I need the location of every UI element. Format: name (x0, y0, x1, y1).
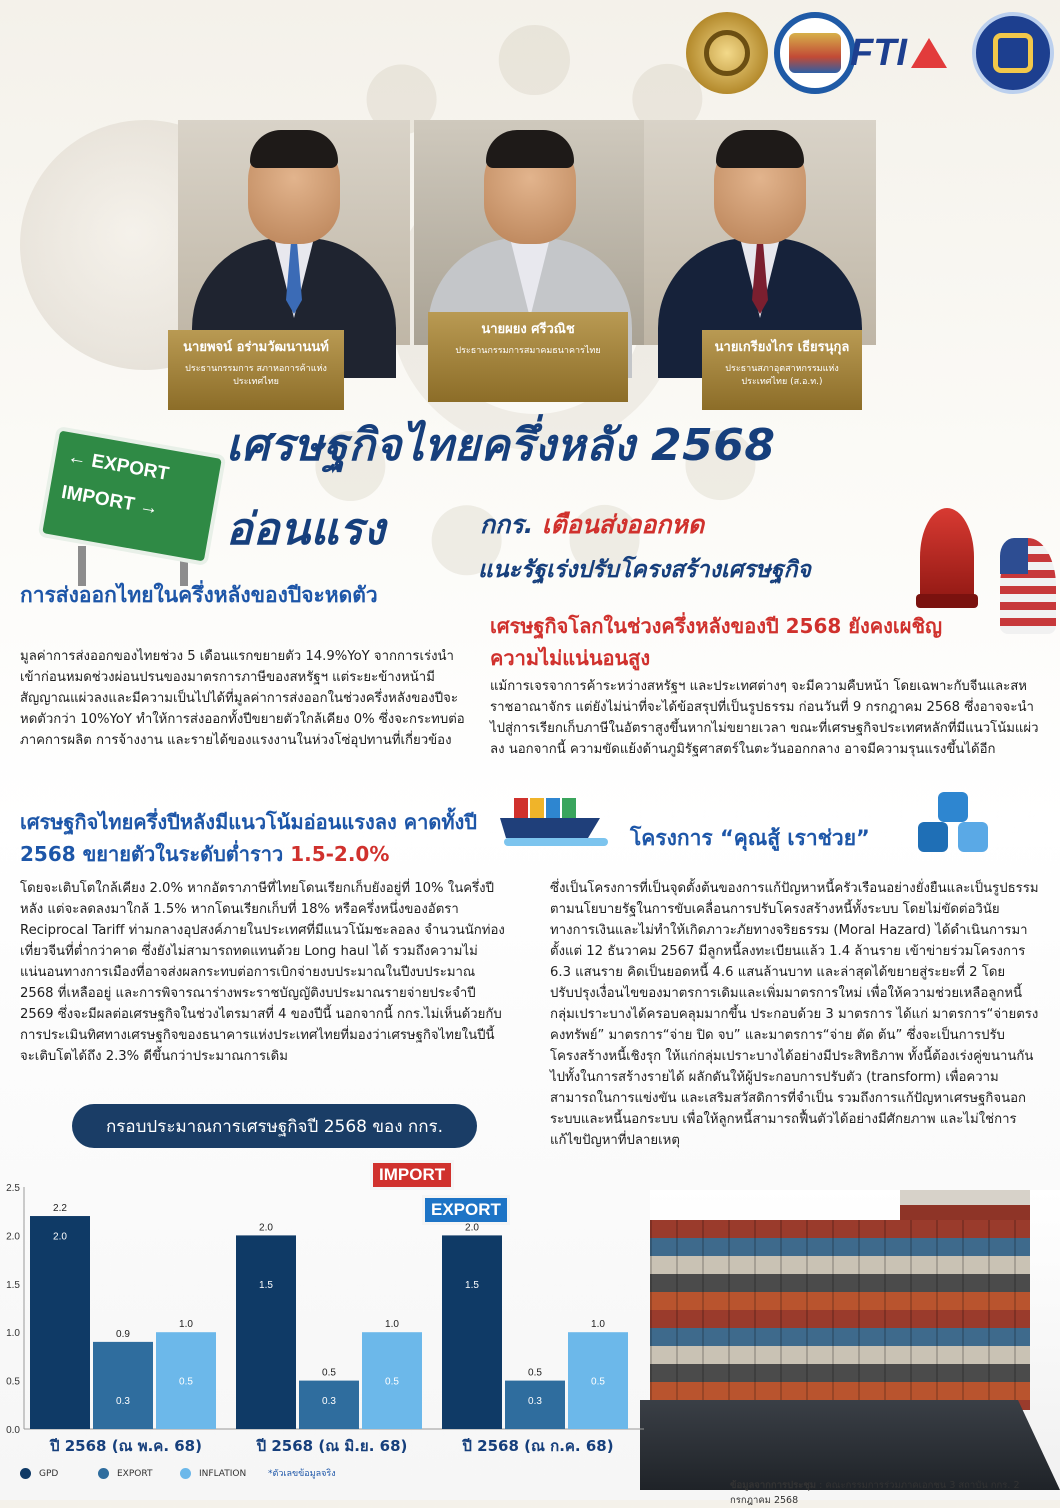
sub-headline-org: กกร. (480, 510, 542, 539)
bar-value-label: 0.5 (528, 1367, 542, 1379)
bar-inner-value-label: 0.3 (528, 1395, 542, 1407)
bar-inner-value-label: 0.3 (116, 1395, 130, 1407)
bar (442, 1235, 502, 1429)
sub-headline-2: แนะรัฐเร่งปรับโครงสร้างเศรษฐกิจ (478, 557, 811, 583)
forecast-bar-chart (0, 1175, 650, 1495)
source-text: : คณะกรรมการร่วมภาคเอกชน 3 สถาบัน กกร. 2 กรกฎาคม 2568 (730, 1480, 1020, 1506)
fti-logo: FTI (850, 28, 960, 78)
growth-range: 1.5-2.0% (290, 842, 390, 866)
bar-value-label: 2.0 (259, 1222, 273, 1234)
bar (93, 1342, 153, 1429)
legend-swatch-gdp (20, 1468, 31, 1479)
bar-value-label: 2.2 (53, 1203, 67, 1215)
source-label: ข้อมูลจากการประชุม (730, 1480, 817, 1491)
bar-value-label: 1.0 (385, 1319, 399, 1331)
legend-label-inflation: INFLATION (199, 1468, 247, 1479)
category-label: ปี 2568 (ณ ก.ค. 68) (462, 1437, 614, 1455)
legend-note: *ตัวเลขข้อมูลจริง (268, 1469, 336, 1479)
helping-hands-icon (918, 792, 990, 856)
bar-value-label: 2.0 (465, 1222, 479, 1234)
section-body-global-economy: แม้การเจรจาการค้าระหว่างสหรัฐฯ และประเทศต่างๆ จะมีความคืบหน้า โดยเฉพาะกับจีนและสหราชอาณาจักร แต่ยังไม่น่าที่จะได้ข้อสรุปที่เป็นรูปธรรม ก่อนวันที่ 9 กรกฎาคม 2568 ซึ่งอาจจะนำไปสู่การเรียกเก็บภาษีในอัตราสูงขึ้นหากไม่ขยายเวลา ขณะที่เศรษฐกิจประเทศหลักที่มีแนวโน้มแผ่วลง นอกจากนี้ ความขัดแย้งด้านภูมิรัฐศาสตร์ในตะวันออกกลาง อาจมีความรุนแรงขึ้นได้อีก (490, 679, 1039, 757)
bar-inner-value-label: 1.5 (259, 1279, 273, 1291)
bar-inner-value-label: 0.5 (385, 1376, 399, 1388)
section-body-debt-program: ซึ่งเป็นโครงการที่เป็นจุดตั้งต้นของการแก้ปัญหาหนี้ครัวเรือนอย่างยั่งยืนและเป็นรูปธรรม ตามนโยบายรัฐในการขับเคลื่อนการปรับโครงสร้างหนี้ทั้งระบบ โดยไม่ขัดต่อวินัยทางการเงินและไม่ทำให้เกิดภาวะภัยทางจริยธรรม (Moral Hazard) ได้ดำเนินการมาตั้งแต่ 12 ธันวาคม 2567 มีลูกหนี้ลงทะเบียนแล้ว 1.4 ล้านราย เข้าข่ายร่วมโครงการ 6.3 แสนราย คิดเป็นยอดหนี้ 4.6 แสนล้านบาท และล่าสุดได้ขยายสู่ระยะที่ 2 โดยปรับปรุงเงื่อนไขของมาตรการเดิมและเพิ่มมาตรการใหม่ เพื่อให้ความช่วยเหลือลูกหนี้กลุ่มเปราะบางได้ครอบคลุมมากขึ้น ประกอบด้วย 3 มาตรการ ได้แก่ มาตรการ“จ่ายตรง คงทรัพย์” มาตรการ“จ่าย ปิด จบ” และมาตรการ“จ่าย ตัด ต้น” ซึ่งจะเป็นการปรับโครงสร้างหนี้เชิงรุก ให้แก่กลุ่มเปราะบางได้อย่างมีประสิทธิภาพ ทั้งนี้ต้องเร่งคู่ขนานกันไปทั้งในการสร้างรายได้ ผลักดันให้ผู้ประกอบการปรับตัว (transform) เพื่อความสามารถในการแข่งขัน และเสริมสวัสดิการที่จำเป็น รวมถึงการแก้ปัญหาเศรษฐกิจนอกระบบและหนี้นอกระบบ เพื่อให้ลูกหนี้สามารถฟื้นตัวได้อย่างมีศักยภาพ และไม่ใช่การแก้ไขปัญหาที่ปลายเหตุ (550, 881, 1039, 1148)
chess-base (916, 594, 978, 608)
bar (236, 1235, 296, 1429)
person-photo-3 (644, 120, 876, 345)
category-label: ปี 2568 (ณ มิ.ย. 68) (256, 1437, 408, 1455)
board-of-trade-logo (774, 12, 856, 94)
bar-value-label: 1.0 (591, 1319, 605, 1331)
person-photo-1 (178, 120, 410, 345)
export-import-sign (38, 426, 227, 566)
sign-import-text: IMPORT → (59, 481, 161, 520)
bar-value-label: 1.0 (179, 1319, 193, 1331)
legend-label-gdp: GPD (39, 1468, 59, 1479)
person-name: นายเกรียงไกร เธียรนุกุล (714, 340, 850, 355)
legend-label-export: EXPORT (117, 1468, 153, 1479)
section-title-thai-economy (20, 806, 520, 870)
sign-export-text: ← EXPORT (66, 446, 171, 485)
person-role: ประธานกรรมการ สภาหอการค้าแห่งประเทศไทย (185, 364, 327, 387)
person-name: นายพจน์ อร่ามวัฒนานนท์ (183, 340, 329, 355)
bar-inner-value-label: 0.5 (591, 1376, 605, 1388)
bar (30, 1216, 90, 1429)
category-label: ปี 2568 (ณ พ.ค. 68) (50, 1437, 202, 1455)
section-title-thai-economy-text: เศรษฐกิจไทยครึ่งปีหลังมีแนวโน้มอ่อนแรงลง คาดทั้งปี 2568 ขยายตัวในระดับต่ำราว (20, 810, 477, 866)
sub-headline-1 (480, 505, 704, 545)
section-body-thai-economy: โดยจะเติบโตใกล้เคียง 2.0% หากอัตราภาษีที่ไทยโดนเรียกเก็บยังอยู่ที่ 10% ในครึ่งปีหลัง แต่จะลดลงมาใกล้ 1.5% หากโดนเรียกเก็บที่ 18% หรือครึ่งหนึ่งของอัตรา Reciprocal Tariff ท่ามกลางอุปสงค์ภายในประเทศที่มีแนวโน้มชะลอลง จำนวนนักท่องเที่ยวจีนที่ต่ำกว่าคาด ซึ่งยังไม่สามารถทดแทนด้วย Long haul ได้ รวมถึงความไม่แน่นอนทางการเมืองที่อาจส่งผลกระทบต่อการเบิกจ่ายงบประมาณในปีงบประมาณ 2568 ที่เหลืออยู่ และการพิจารณาร่างพระราชบัญญัติงบประมาณรายจ่ายประจำปี 2569 ซึ่งจะมีผลต่อเศรษฐกิจในช่วงไตรมาสที่ 4 ของปีนี้ นอกจากนี้ กกร.ไม่เห็นด้วยกับการประเมินทิศทางเศรษฐกิจของธนาคารแห่งประเทศไทยที่มองว่าเศรษฐกิจไทยในปีนี้จะเติบโตได้ถึง 2.3% ดีขึ้นกว่าประมาณการเดิม (20, 881, 505, 1064)
y-tick-label: 2.5 (6, 1183, 20, 1194)
name-card-2 (428, 312, 628, 402)
y-tick-label: 2.0 (6, 1231, 20, 1243)
person-name: นายผยง ศรีวณิช (481, 322, 575, 337)
sub-headline-warning: เตือนส่งออกหด (541, 510, 705, 539)
bar-inner-value-label: 0.3 (322, 1395, 336, 1407)
bar-value-label: 0.5 (322, 1367, 336, 1379)
seal-logo (686, 12, 768, 94)
bar-inner-value-label: 2.0 (53, 1231, 67, 1243)
container-ship-photo (650, 1190, 1060, 1480)
chess-flag-canton (1000, 538, 1028, 574)
person-role: ประธานกรรมการสมาคมธนาคารไทย (455, 346, 601, 356)
export-tag: EXPORT (422, 1195, 510, 1225)
bar-inner-value-label: 1.5 (465, 1279, 479, 1291)
bankers-logo (972, 12, 1054, 94)
section-title-exports: การส่งออกไทยในครึ่งหลังของปีจะหดตัว (20, 583, 378, 607)
chess-piece-china-icon (920, 508, 974, 606)
person-role: ประธานสภาอุตสาหกรรมแห่งประเทศไทย (ส.อ.ท.) (725, 364, 839, 387)
legend-swatch-inflation (180, 1468, 191, 1479)
headline-line-1: เศรษฐกิจไทยครึ่งหลัง 2568 (226, 420, 776, 471)
headline-line-2: อ่อนแรง (226, 504, 386, 555)
chart-title-pill: กรอบประมาณการเศรษฐกิจปี 2568 ของ กกร. (72, 1104, 477, 1148)
y-tick-label: 0.5 (6, 1376, 20, 1388)
import-tag: IMPORT (370, 1160, 454, 1190)
legend-swatch-export (98, 1468, 109, 1479)
name-card-3 (702, 330, 862, 410)
name-card-1 (168, 330, 344, 410)
y-tick-label: 1.0 (6, 1328, 20, 1340)
legend-item-inflation (180, 1468, 246, 1479)
legend-item-export (98, 1468, 152, 1479)
legend-item-gdp (20, 1468, 58, 1479)
section-title-debt-program: โครงการ “คุณสู้ เราช่วย” (630, 826, 870, 850)
section-title-global-economy: เศรษฐกิจโลกในช่วงครึ่งหลังของปี 2568 ยังคงเผชิญความไม่แน่นอนสูง (490, 614, 943, 670)
y-tick-label: 1.5 (6, 1279, 20, 1291)
source-credit (730, 1478, 1060, 1508)
y-tick-label: 0.0 (6, 1425, 20, 1436)
bar-value-label: 0.9 (116, 1328, 130, 1340)
bar-inner-value-label: 0.5 (179, 1376, 193, 1388)
section-body-exports: มูลค่าการส่งออกของไทยช่วง 5 เดือนแรกขยายตัว 14.9%YoY จากการเร่งนำเข้าก่อนหมดช่วงผ่อนปรนของมาตรการภาษีของสหรัฐฯ แต่ระยะข้างหน้ามีสัญญาณแผ่วลงและมีความเป็นไปได้ที่มูลค่าการส่งออกในช่วงครึ่งหลังของปีจะหดตัวกว่า 10%YoY ทำให้การส่งออกทั้งปีขยายตัวใกล้เคียง 0% ซึ่งจะกระทบต่อภาคการผลิต การจ้างงาน และรายได้ของแรงงานในห่วงโซ่อุปทานที่เกี่ยวข้อง (20, 649, 465, 748)
